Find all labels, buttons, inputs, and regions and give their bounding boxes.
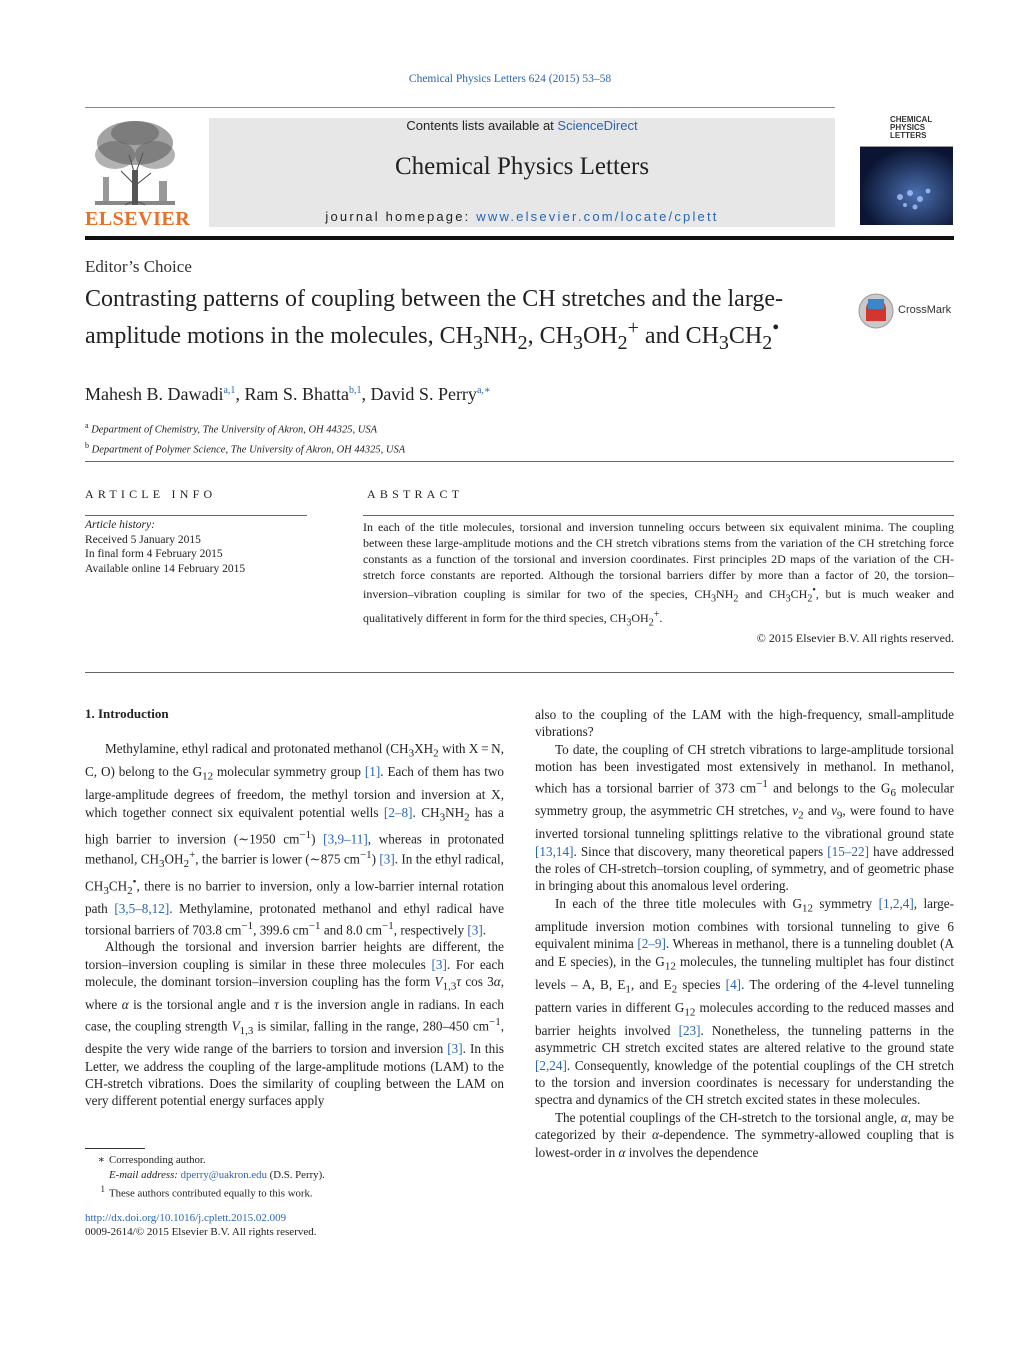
- doi-link[interactable]: http://dx.doi.org/10.1016/j.cplett.2015.02.009: [85, 1212, 287, 1224]
- abstract-bottom-rule: [85, 672, 954, 673]
- email-label: E-mail address:: [109, 1168, 181, 1181]
- homepage-link[interactable]: www.elsevier.com/locate/cplett: [476, 209, 719, 224]
- journal-cover-thumbnail[interactable]: [860, 108, 953, 225]
- footnote-corresponding: ∗ Corresponding author.: [97, 1154, 206, 1166]
- email-suffix: (D.S. Perry).: [266, 1168, 325, 1181]
- issn-copyright: 0009-2614/© 2015 Elsevier B.V. All rights reserved.: [85, 1226, 317, 1238]
- reference-link[interactable]: [4]: [725, 976, 742, 992]
- reference-link[interactable]: [3]: [379, 851, 395, 867]
- corresponding-text: Corresponding author.: [109, 1154, 206, 1166]
- contents-prefix: Contents lists available at: [406, 118, 558, 133]
- homepage-prefix: journal homepage:: [325, 209, 477, 224]
- journal-citation[interactable]: Chemical Physics Letters 624 (2015) 53–58: [408, 73, 612, 85]
- reference-link[interactable]: [3]: [447, 1041, 463, 1057]
- header-rule: [85, 107, 835, 108]
- contents-available-line: [209, 118, 835, 133]
- article-type: Editor’s Choice: [85, 257, 192, 276]
- abstract-heading: ABSTRACT: [367, 487, 464, 501]
- journal-homepage-line: [209, 209, 835, 224]
- abstract-text: In each of the title molecules, torsional and inversion tunneling occurs between six equivalent minima. The coupling between these large-amplitude motions and the CH stretch vibrations stems from the variation of the CH stretching force constants as a function of the torsional and inversion coordinates. First principles 2D maps of the variation of the CH-stretch force constants are reported. Although the torsional barriers differ by more than a factor of 20, the torsion–inversion–vibration coupling is similar for two of the species, $CH_3NH_2$ and $CH_3CH_2^•$, but is much weaker and qualitatively different in form for the third species, $CH_3OH_2^+$.: [363, 520, 955, 629]
- reference-link[interactable]: [13,14]: [535, 843, 574, 859]
- history-label: Article history:: [85, 519, 155, 531]
- cover-artwork: [860, 147, 953, 225]
- reference-link[interactable]: [2–8]: [383, 804, 413, 820]
- journal-name: Chemical Physics Letters: [394, 153, 650, 180]
- abstract-copyright: © 2015 Elsevier B.V. All rights reserved.: [756, 631, 954, 645]
- final-form-date: In final form 4 February 2015: [85, 548, 223, 560]
- footnote-email: [85, 1168, 325, 1183]
- email-link[interactable]: dperry@uakron.edu: [180, 1168, 267, 1181]
- body-column-left: Methylamine, ethyl radical and protonated methanol ($CH_3XH_2$ with X = N, C, O) belong to the $G_{12}$ molecular symmetry group [1]. Each of them has two large-amplitude degrees of freedom, the methyl torsion and inversion at X, which together connect six equivalent potential wells [2–8]. $CH_3NH_2$ has a high barrier to inversion (∼1950 $cm^{-1}$) [3,9–11], whereas in protonated methanol, $CH_3OH_2^+$, the barrier is lower (∼875 $cm^{-1}$) [3]. In the ethyl radical, $CH_3CH_2^•$, there is no barrier to inversion, only a low-barrier internal rotation path [3,5–8,12]. Methylamine, protonated methanol and ethyl radical have torsional barriers of 703.8 $cm^{-1}$, 399.6 $cm^{-1}$ and 8.0 $cm^{-1}$, respectively [3]. Although the torsional and inversion barrier heights are different, the torsion–inversion coupling is similar in these three molecules [3]. For each molecule, the dominant torsion–inversion coupling has the form $V_{1,3}\tau$ cos 3α, where α is the torsional angle and τ is the inversion angle in radians. In each case, the coupling strength $V_{1,3}$ is similar, falling in the range, 280–450 $cm^{-1}$, despite the very wide range of the barriers to torsion and inversion [3]. In this Letter, we address the coupling of the large-amplitude motions (LAM) to the CH-stretch vibrations. Does the similarity of coupling between the LAM on very different potential energy surfaces apply: [85, 741, 505, 1109]
- sciencedirect-link[interactable]: ScienceDirect: [557, 118, 638, 133]
- section-heading-introduction: 1. Introduction: [85, 706, 169, 721]
- article-info-heading: ARTICLE INFO: [85, 487, 217, 501]
- affiliations: $^a$ Department of Chemistry, The University of Akron, OH 44325, USA $^b$ Department of Polymer Science, The University of Akron, OH 44325, USA: [85, 421, 406, 455]
- reference-link[interactable]: [3]: [467, 922, 483, 938]
- cover-title: CHEMICAL PHYSICS LETTERS: [890, 115, 933, 140]
- received-date: Received 5 January 2015: [85, 533, 201, 546]
- reference-link[interactable]: [3,5–8,12]: [114, 901, 170, 917]
- body-column-right: also to the coupling of the LAM with the high-frequency, small-amplitude vibrations? To date, the coupling of CH stretch vibrations to large-amplitude torsional motion has been investigated most extensively in methanol. In methanol, which has a torsional barrier of 373 $cm^{-1}$ and belongs to the $G_6$ molecular symmetry group, the asymmetric CH stretches, $\nu_2$ and $\nu_9$, were found to have inverted torsional tunneling splittings relative to the vibrational ground state [13,14]. Since that discovery, many theoretical papers [15–22] have addressed the roles of CH-stretch–torsion coupling, of symmetry, and of geometric phase in bringing about this anomalous level ordering. In each of the three title molecules with $G_{12}$ symmetry [1,2,4], large-amplitude inversion motion combines with torsional tunneling to give 6 equivalent minima [2–9]. Whereas in methanol, there is a tunneling doublet (A and E species), in the $G_{12}$ molecules, the tunneling multiplet has four distinct levels – A, B, $E_1$, and $E_2$ species [4]. The ordering of the 4-level tunneling pattern varies in different $G_{12}$ molecules according to the reduced masses and barrier heights involved [23]. Nonetheless, the tunneling patterns in the asymmetric CH stretch excited states are altered relative to the ground state [2,24]. Consequently, knowledge of the potential couplings of the CH stretch to the torsion and inversion coordinates is necessary for understanding the spectra and dynamics of the CH stretch excited states in these molecules. The potential couplings of the CH-stretch to the torsional angle, α, may be categorized by their α-dependence. The symmetry-allowed coupling that is lowest-order in α involves the dependence: [535, 707, 955, 1160]
- footnotes: [85, 1153, 325, 1201]
- reference-link[interactable]: [3]: [431, 956, 447, 972]
- footnote-rule: [85, 1148, 145, 1149]
- reference-link[interactable]: [3,9–11]: [323, 830, 368, 846]
- section-rule: [85, 461, 954, 462]
- reference-link[interactable]: [2,24]: [535, 1057, 567, 1073]
- article-history: [85, 518, 245, 576]
- reference-link[interactable]: [2–9]: [637, 936, 666, 952]
- article-info-rule: [85, 515, 307, 516]
- reference-link[interactable]: [23]: [678, 1022, 701, 1038]
- footnote-equal: $^1$ These authors contributed equally to this work.: [100, 1184, 313, 1200]
- header-thick-rule: [85, 236, 954, 240]
- online-date: Available online 14 February 2015: [85, 562, 246, 575]
- equal-contribution-text: These authors contributed equally to this work.: [109, 1187, 313, 1200]
- reference-link[interactable]: [1,2,4]: [878, 895, 914, 911]
- article-title: Contrasting patterns of coupling between the CH stretches and the large-amplitude motions in the molecules, $CH_3NH_2$, $CH_3OH_2^+$ and $CH_3CH_2^•$: [85, 286, 784, 354]
- elsevier-wordmark: ELSEVIER: [85, 208, 191, 230]
- reference-link[interactable]: [1]: [364, 764, 381, 780]
- crossmark-label[interactable]: CrossMark: [898, 304, 952, 316]
- author-list: Mahesh B. Dawadi$^{a,1}$, Ram S. Bhatta$^{b,1}$, David S. Perry$^{a,∗}$: [85, 384, 491, 404]
- reference-link[interactable]: [15–22]: [827, 843, 870, 859]
- abstract-rule: [363, 515, 954, 516]
